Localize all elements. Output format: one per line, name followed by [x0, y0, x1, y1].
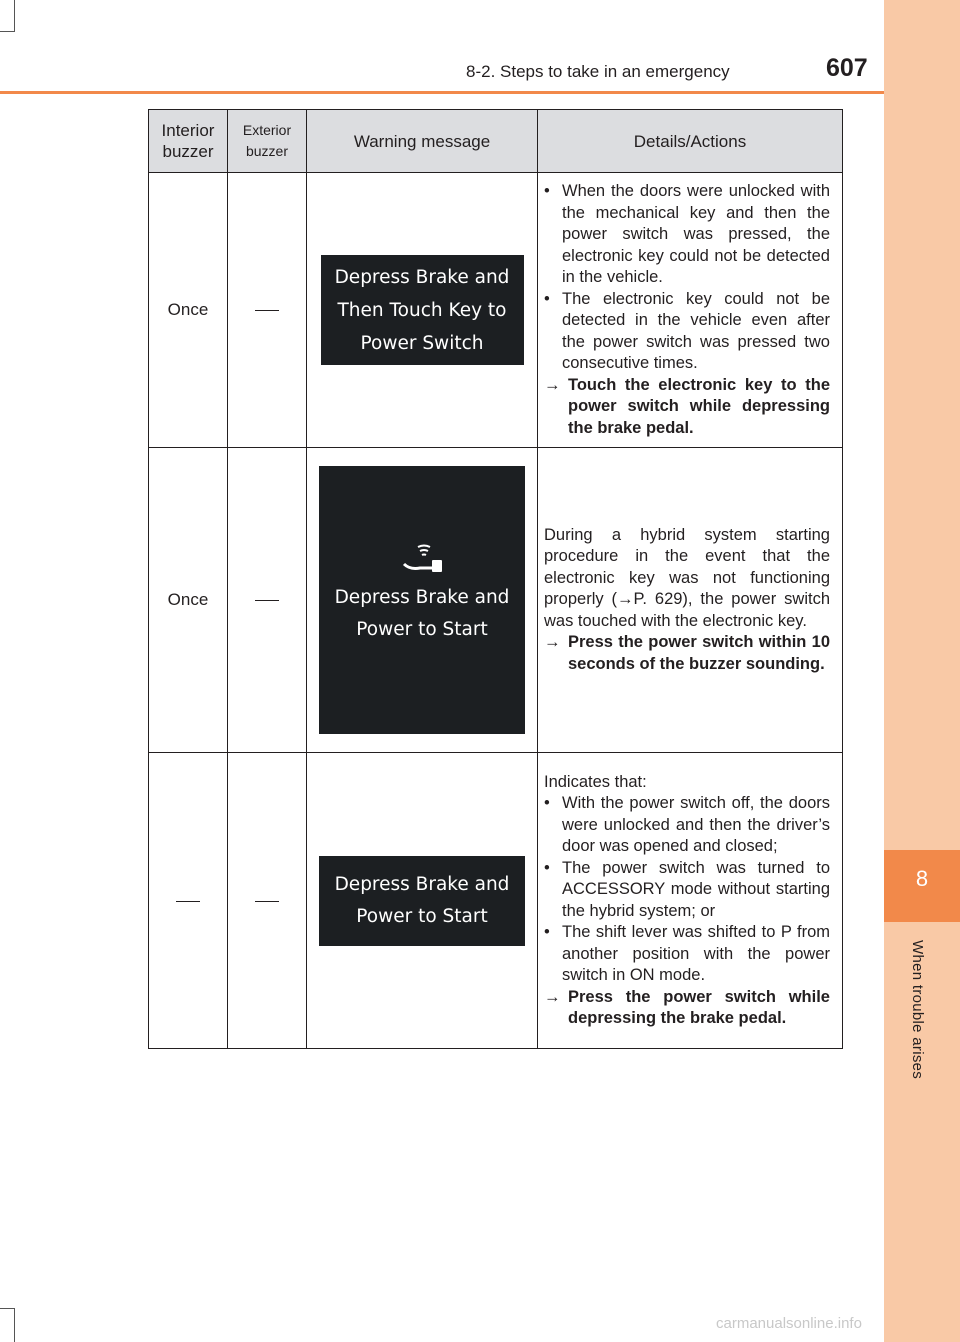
table-row [149, 448, 843, 753]
header-rule [0, 91, 884, 94]
detail-bullet: • With the power switch off, the doors were unlocked and then the driver’s door was opened and closed; [544, 794, 830, 855]
detail-action: → Touch the electronic key to the power switch while depressing the brake pedal. [544, 375, 830, 437]
table-row [149, 753, 843, 1049]
table-row [149, 173, 843, 448]
warning-message-table [148, 109, 843, 1049]
header-warning-message: Warning message [307, 110, 538, 173]
smart-key-signal-icon [400, 544, 444, 574]
page-number: 607 [826, 54, 868, 82]
warning-display [321, 255, 524, 365]
warning-display [319, 856, 525, 946]
detail-bullet: • The shift lever was shifted to P from another position with the power switch in ON mode. [544, 923, 830, 984]
display-line: Power to Start [356, 905, 488, 927]
display-line: Depress Brake and [334, 587, 510, 608]
detail-intro: Indicates that: [544, 772, 647, 791]
interior-buzzer-cell: Once [149, 173, 228, 448]
warning-message-cell [307, 448, 538, 753]
crop-mark [14, 1308, 15, 1342]
detail-text: During a hybrid system starting procedure in the event that the electronic key was not functioning properly (→P. 629), the power switch was touched with the electronic key. [544, 525, 830, 630]
detail-bullet: • When the doors were unlocked with the mechanical key and then the power switch was pressed, the electronic key could not be detected in the vehicle. [544, 182, 830, 286]
display-line: Depress Brake and [334, 267, 510, 288]
dash-symbol [255, 310, 279, 311]
section-title: 8-2. Steps to take in an emergency [466, 62, 730, 81]
detail-action: → Press the power switch within 10 seconds of the buzzer sounding. [544, 633, 830, 673]
crop-mark [0, 31, 14, 32]
chapter-number: 8 [915, 866, 929, 891]
exterior-buzzer-cell [228, 753, 307, 1049]
header-exterior-buzzer: Exterior buzzer [228, 110, 307, 173]
crop-mark [0, 1308, 14, 1309]
warning-message-cell [307, 173, 538, 448]
display-line: Power Switch [360, 333, 484, 354]
chapter-title: When trouble arises [909, 940, 926, 1080]
display-line: Depress Brake and [334, 873, 510, 895]
dash-symbol [176, 901, 200, 902]
crop-mark [14, 0, 15, 32]
interior-buzzer-cell: Once [149, 448, 228, 753]
watermark: carmanualsonline.info [716, 1315, 862, 1332]
display-line: Power to Start [356, 619, 488, 640]
details-cell [538, 173, 843, 448]
dash-symbol [255, 901, 279, 902]
detail-action: → Press the power switch while depressing the brake pedal. [544, 987, 830, 1027]
table-header-row [149, 110, 843, 173]
display-line: Then Touch Key to [337, 300, 507, 321]
chapter-side-tab [884, 0, 960, 1342]
exterior-buzzer-cell [228, 173, 307, 448]
dash-symbol [255, 600, 279, 601]
header-interior-buzzer: Interior buzzer [149, 110, 228, 173]
header-details-actions: Details/Actions [538, 110, 843, 173]
details-cell [538, 448, 843, 753]
exterior-buzzer-cell [228, 448, 307, 753]
detail-bullet: • The electronic key could not be detected in the vehicle even after the power switch was pressed two consecutive times. [544, 289, 830, 372]
warning-display [319, 466, 525, 734]
details-cell [538, 753, 843, 1049]
warning-message-cell [307, 753, 538, 1049]
interior-buzzer-cell [149, 753, 228, 1049]
detail-bullet: • The power switch was turned to ACCESSORY mode without starting the hybrid system; or [544, 858, 830, 920]
